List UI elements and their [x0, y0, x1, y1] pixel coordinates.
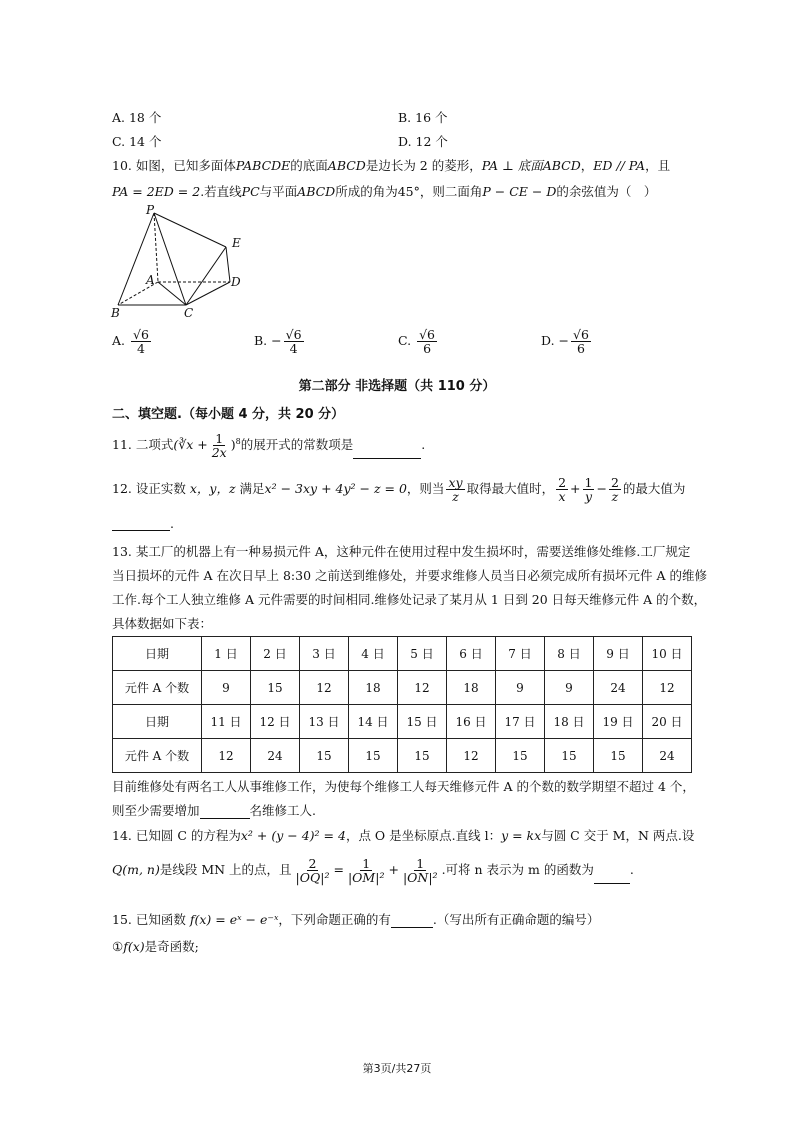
- polyhedron-figure: [108, 200, 258, 322]
- q14-line2: Q(m, n)是线段 MN 上的点，且 $\frac{2}{\text{|OQ|²}}$ = $\frac{1}{\text{|OM|²}}$ + $\frac{1}{\text{|ON|²}}$ .可将 n 表示为 m 的函数为 .: [112, 856, 634, 886]
- q10-option-c: C. $\frac{√6}{6}$: [398, 327, 435, 357]
- q10-option-d: D. − $\frac{√6}{6}$: [541, 327, 589, 357]
- edge-ce: [186, 247, 226, 305]
- table-cell: 13 日: [300, 705, 349, 739]
- repair-table: [112, 636, 692, 773]
- table-cell: 9: [545, 671, 594, 705]
- q13-line4: 具体数据如下表：: [112, 616, 213, 631]
- table-cell: 16 日: [447, 705, 496, 739]
- page-footer: 第3页/共27页: [362, 1062, 432, 1075]
- table-cell: 17 日: [496, 705, 545, 739]
- section2-title: 二、填空题.（每小题 4 分，共 20 分）: [112, 407, 345, 422]
- label-e: E: [232, 236, 241, 250]
- table-cell: 7 日: [496, 637, 545, 671]
- q12-answer: .: [112, 516, 174, 531]
- table-cell: 15: [545, 739, 594, 773]
- table-cell: 9: [496, 671, 545, 705]
- table-cell: 1 日: [202, 637, 251, 671]
- table-cell: 12: [447, 739, 496, 773]
- q12-answer-blank: [112, 518, 170, 531]
- edge-pc: [154, 213, 186, 305]
- table-cell: 15 日: [398, 705, 447, 739]
- table-cell: 5 日: [398, 637, 447, 671]
- table-cell: 12 日: [251, 705, 300, 739]
- table-cell: 14 日: [349, 705, 398, 739]
- table-cell: 20 日: [643, 705, 692, 739]
- table-cell: 18 日: [545, 705, 594, 739]
- table-cell: 日期: [113, 705, 202, 739]
- table-cell: 15: [349, 739, 398, 773]
- table-cell: 12: [300, 671, 349, 705]
- table-cell: 9 日: [594, 637, 643, 671]
- q15-answer-blank: [391, 915, 433, 928]
- table-cell: 3 日: [300, 637, 349, 671]
- table-cell: 15: [251, 671, 300, 705]
- table-row: [113, 671, 692, 705]
- q14-answer-blank: [594, 871, 630, 884]
- table-cell: 6 日: [447, 637, 496, 671]
- edge-pe: [154, 213, 226, 247]
- table-row: [113, 739, 692, 773]
- label-d: D: [231, 275, 241, 289]
- q14-line1: 14. 已知圆 C 的方程为x² + (y − 4)² = 4，点 O 是坐标原点.直线 l：y = kx与圆 C 交于 M，N 两点.设: [112, 828, 695, 843]
- q13-answer-blank: [200, 806, 250, 819]
- table-cell: 2 日: [251, 637, 300, 671]
- table-cell: 4 日: [349, 637, 398, 671]
- table-cell: 11 日: [202, 705, 251, 739]
- q11-answer-blank: [353, 446, 421, 459]
- edge-pb: [118, 213, 154, 305]
- q15-item1: ①f(x)是奇函数;: [112, 939, 199, 954]
- q10-option-a: A. $\frac{√6}{4}$: [112, 327, 149, 357]
- table-row: [113, 705, 692, 739]
- q13-line6: 则至少需要增加 名维修工人.: [112, 803, 316, 818]
- q9-option-b: B. 16 个: [398, 110, 448, 125]
- table-cell: 18: [349, 671, 398, 705]
- part2-title: 第二部分 非选择题（共 110 分）: [298, 379, 496, 394]
- label-c: C: [184, 306, 194, 320]
- table-row: [113, 637, 692, 671]
- table-cell: 24: [594, 671, 643, 705]
- table-cell: 19 日: [594, 705, 643, 739]
- q10-line1: 10. 如图，已知多面体PABCDE的底面ABCD是边长为 2 的菱形，PA ⊥ 底面ABCD，ED // PA，且: [112, 158, 671, 173]
- table-cell: 18: [447, 671, 496, 705]
- q13-line2: 当日损坏的元件 A 在次日早上 8:30 之前送到维修处，并要求维修人员当日必须完成所有损坏元件 A 的维修: [112, 568, 707, 583]
- table-cell: 10 日: [643, 637, 692, 671]
- table-cell: 15: [594, 739, 643, 773]
- label-b: B: [111, 306, 120, 320]
- q15-line1: 15. 已知函数 f(x) = eˣ − e⁻ˣ，下列命题正确的有 .（写出所有正确命题的编号）: [112, 912, 600, 927]
- q9-option-a: A. 18 个: [112, 110, 162, 125]
- table-cell: 8 日: [545, 637, 594, 671]
- table-cell: 24: [251, 739, 300, 773]
- edge-ed: [226, 247, 230, 282]
- table-cell: 元件 A 个数: [113, 671, 202, 705]
- table-cell: 15: [398, 739, 447, 773]
- q12: 12. 设正实数 x，y，z 满足x² − 3xy + 4y² − z = 0，则当 $\frac{xy}{z}$ 取得最大值时， $\frac{2}{x}$ + $\frac{1}{y}$ − $\frac{2}{z}$ 的最大值为: [112, 475, 686, 505]
- table-cell: 24: [643, 739, 692, 773]
- edge-dc: [186, 282, 230, 305]
- table-cell: 12: [643, 671, 692, 705]
- q13-line5: 目前维修处有两名工人从事维修工作，为使每个维修工人每天维修元件 A 的个数的数学期望不超过 4 个，: [112, 779, 695, 794]
- label-a: A: [146, 273, 155, 287]
- table-cell: 9: [202, 671, 251, 705]
- table-cell: 元件 A 个数: [113, 739, 202, 773]
- table-cell: 15: [496, 739, 545, 773]
- table-cell: 日期: [113, 637, 202, 671]
- table-cell: 12: [202, 739, 251, 773]
- q13-line3: 工作.每个工人独立维修 A 元件需要的时间相同.维修处记录了某月从 1 日到 20 日每天维修元件 A 的个数，: [112, 592, 707, 607]
- q11: 11. 二项式(∛x + $\frac{1}{2x}$ )$^8$的展开式的常数项是 .: [112, 431, 426, 461]
- table-cell: 15: [300, 739, 349, 773]
- label-p: P: [146, 203, 155, 217]
- q10-option-b: B. − $\frac{√6}{4}$: [254, 327, 302, 357]
- q9-option-c: C. 14 个: [112, 134, 162, 149]
- q10-line2: PA = 2ED = 2.若直线PC与平面ABCD所成的角为45°，则二面角P − CE − D的余弦值为（ ）: [112, 184, 657, 199]
- q13-line1: 13. 某工厂的机器上有一种易损元件 A，这种元件在使用过程中发生损坏时，需要送维修处维修.工厂规定: [112, 544, 691, 559]
- q9-option-d: D. 12 个: [398, 134, 448, 149]
- table-cell: 12: [398, 671, 447, 705]
